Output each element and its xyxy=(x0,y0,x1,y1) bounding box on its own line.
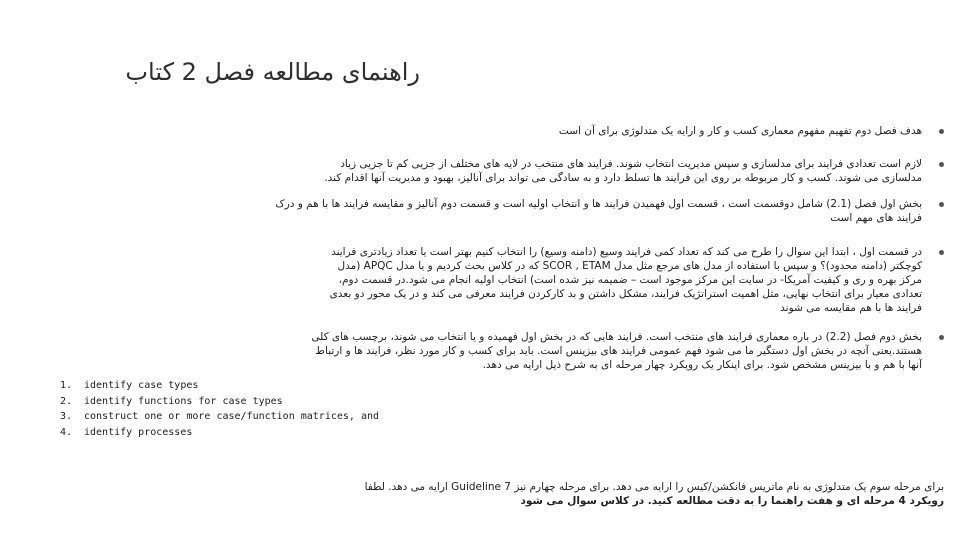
bullet-dot-icon xyxy=(939,129,944,134)
bullet-dot-icon xyxy=(939,162,944,167)
bullet-text: مدلسازی می شوند. کسب و کار مربوطه بر روی این فرایند ها تسلط دارد و به سادگی می تواند برای آنالیز، بهبود و مدیریت آنها اقدام کند. xyxy=(324,172,922,184)
bullet-dot-icon xyxy=(939,335,944,340)
bullet-section-2-1 xyxy=(24,197,944,225)
bullet-text: بخش اول فصل (2.1) شامل دوقسمت است ، قسمت اول فهمیدن فرایند ها و انتخاب اولیه است و قسمت دوم آنالیز و مقایسه فرایند ها با هم و درک xyxy=(275,198,922,210)
steps-list xyxy=(24,378,944,440)
bullet-text: فرایند های مهم است xyxy=(830,212,922,224)
bullet-part-one xyxy=(24,245,944,315)
bullet-section-2-2 xyxy=(24,330,944,372)
bullet-text: برای مرحله سوم یک متدلوژی به نام ماتریس فانکشن/کیس را ارایه می دهد. برای مرحله چهارم نیز 7 Guideline ارایه می دهد. لطفا xyxy=(364,481,944,493)
list-item: 1. identify case types xyxy=(60,380,199,391)
bullet-text: در قسمت اول ، ابتدا این سوال را طرح می کند که تعداد کمی فرایند وسیع (دامنه وسیع) را انتخاب کنیم بهتر است یا تعداد زیادتری فرایند xyxy=(331,246,922,258)
bullet-process-selection xyxy=(24,157,944,185)
bullet-text: مرکز بهره و ری و کیفیت آمریکا- در سایت این مرکز موجود است – ضمیمه نیز شده است) انتخاب اولیه انجام می شود.در قسمت دوم، xyxy=(338,274,922,286)
bullet-dot-icon xyxy=(939,202,944,207)
page-title: راهنمای مطالعه فصل 2 کتاب xyxy=(125,58,420,86)
bullet-text: هدف فصل دوم تفهیم مفهوم معماری کسب و کار و ارایه یک متدلوژی برای آن است xyxy=(558,125,922,137)
bullet-methodology xyxy=(24,480,960,508)
bullet-goal xyxy=(24,124,944,138)
bullet-dot-icon xyxy=(939,250,944,255)
list-item: 2. identify functions for case types xyxy=(60,395,283,407)
bullet-text: فرایند ها با هم مقایسه می شوند xyxy=(780,302,922,314)
list-item: 3. construct one or more case/function matrices, and xyxy=(60,411,380,422)
bullet-text: آنها با هم و با بیزینس مشخص شود. برای اینکار یک رویکرد چهار مرحله ای به شرح ذیل ارایه می دهد. xyxy=(482,359,922,371)
bullet-text: لازم است تعدادی فرایند برای مدلسازی و سپس مدیریت انتخاب شوند. فرایند های منتخب در لایه های مختلف از جزیی کم تا جزیی زیاد xyxy=(340,158,922,170)
list-item: 4. identify processes xyxy=(60,426,193,438)
bullet-text: تعدادی معیار برای انتخاب نهایی، مثل اهمیت استراتژیک فرایند، مشکل داشتن و بد کارکردن فرایند معرفی می کند و در یک محور دو بعدی xyxy=(329,288,922,300)
bullet-text: بخش دوم فصل (2.2) در باره معماری فرایند های منتخب است. فرایند هایی که در بخش اول فهمیده و یا انتخاب می شوند، برچسب های کلی xyxy=(311,331,922,343)
bullet-text: هستند.یعنی آنچه در بخش اول دستگیر ما می شود فهم عمومی فرایند های بیزینس است. باید برای کسب و کار مورد نظر، فرایند ها و ارتباط xyxy=(315,345,922,357)
bullet-list xyxy=(24,124,944,440)
bullet-text: رویکرد 4 مرحله ای و هفت راهنما را به دقت مطالعه کنید. در کلاس سوال می شود xyxy=(520,495,944,507)
bullet-text: کوچکتر (دامنه محدود)؟ و سپس با استفاده از مدل های مرجع مثل مدل SCOR , ETAM که در کلاس بحث کردیم و یا مدل APQC (مدل xyxy=(337,260,922,272)
